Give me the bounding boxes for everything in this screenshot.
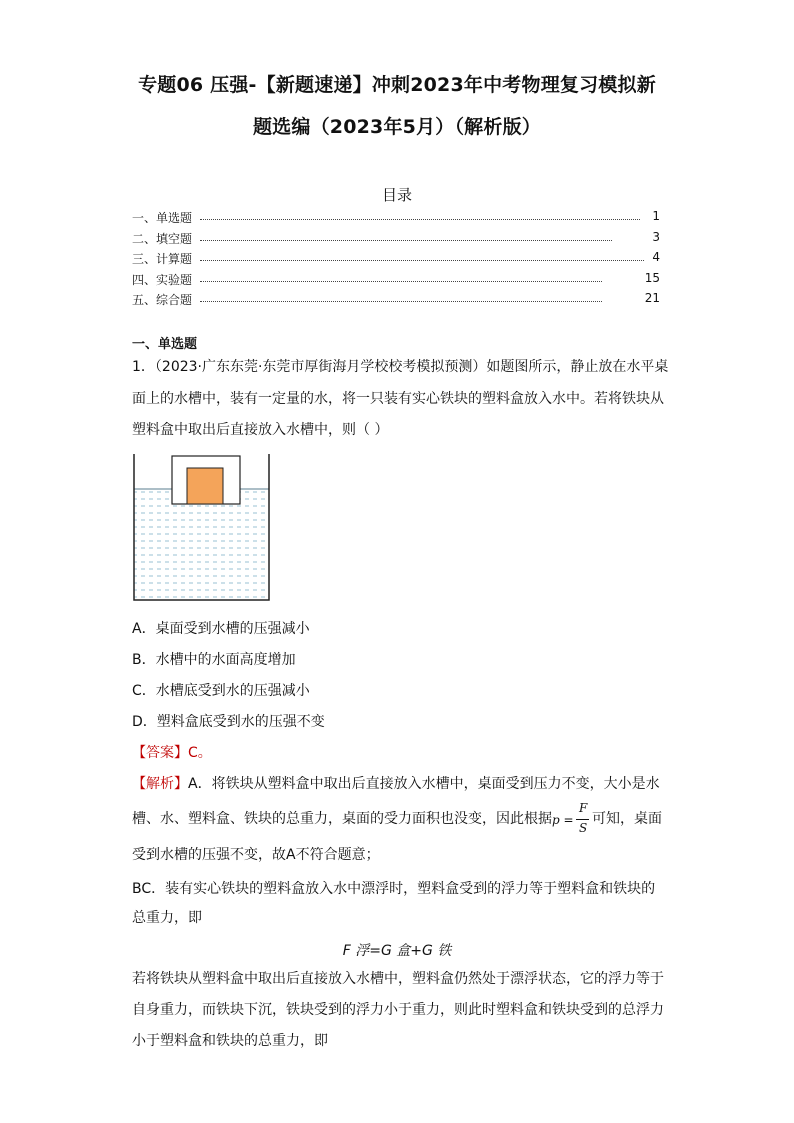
toc-leader — [200, 219, 640, 220]
iron-block — [187, 468, 223, 504]
option-c: C．水槽底受到水的压强减小 — [132, 683, 310, 699]
analysis-line: 总重力，即 — [132, 910, 202, 926]
toc-heading: 目录 — [381, 186, 412, 204]
document-title-line2: 题选编（2023年5月）（解析版） — [252, 116, 541, 138]
formula-numerator: F — [579, 801, 588, 815]
analysis-text: 可知，桌面 — [592, 811, 662, 827]
document-title-line1: 专题06 压强-【新题速递】冲刺2023年中考物理复习模拟新 — [138, 74, 656, 96]
analysis-text: 槽、水、塑料盒、铁块的总重力，桌面的受力面积也没变，因此根据 — [132, 811, 552, 827]
toc-leader — [200, 260, 644, 261]
toc-item-label: 二、填空题 — [132, 232, 193, 246]
toc-item-page: 3 — [652, 230, 660, 244]
option-d: D．塑料盒底受到水的压强不变 — [132, 714, 325, 730]
formula-p: p = — [552, 813, 574, 827]
toc-leader — [200, 240, 612, 241]
water-tank-diagram — [132, 454, 272, 604]
option-a: A．桌面受到水槽的压强减小 — [132, 621, 310, 637]
equation: F 浮=G 盒+G 铁 — [342, 943, 452, 959]
question-text: 面上的水槽中，装有一定量的水，将一只装有实心铁块的塑料盒放入水中。若将铁块从 — [132, 391, 664, 407]
toc-item-label: 一、单选题 — [132, 211, 193, 225]
toc-item[interactable] — [132, 291, 660, 307]
analysis-line: 若将铁块从塑料盒中取出后直接放入水槽中，塑料盒仍然处于漂浮状态，它的浮力等于 — [132, 971, 664, 987]
toc-item-label: 五、综合题 — [132, 293, 193, 307]
section-heading: 一、单选题 — [132, 337, 198, 352]
toc-item[interactable] — [132, 271, 660, 287]
analysis-line: 小于塑料盒和铁块的总重力，即 — [132, 1033, 328, 1049]
toc-item-page: 15 — [644, 271, 660, 285]
toc-item-label: 三、计算题 — [132, 252, 193, 266]
question-text: 塑料盒中取出后直接放入水槽中，则（ ） — [132, 422, 389, 438]
analysis-line: 受到水槽的压强不变，故A不符合题意； — [132, 847, 380, 863]
analysis-line — [132, 774, 660, 794]
analysis-line: 自身重力，而铁块下沉，铁块受到的浮力小于重力，则此时塑料盒和铁块受到的总浮力 — [132, 1002, 664, 1018]
toc-item[interactable] — [132, 230, 660, 246]
toc-item-page: 21 — [644, 291, 660, 305]
question-text: 1．（2023·广东东莞·东莞市厚街海月学校校考模拟预测）如题图所示，静止放在水平桌 — [132, 359, 669, 375]
toc-item-label: 四、实验题 — [132, 273, 193, 287]
formula-denominator: S — [579, 821, 588, 835]
answer: 【答案】C。 — [132, 745, 212, 761]
water-fill — [134, 489, 269, 600]
fraction-bar — [576, 819, 589, 820]
toc-item-page: 4 — [652, 250, 660, 264]
toc-item[interactable] — [132, 209, 660, 225]
toc-leader — [200, 301, 602, 302]
analysis-line: BC．装有实心铁块的塑料盒放入水中漂浮时，塑料盒受到的浮力等于塑料盒和铁块的 — [132, 881, 656, 897]
toc-item[interactable] — [132, 250, 660, 266]
option-b: B．水槽中的水面高度增加 — [132, 652, 296, 668]
analysis-line — [132, 809, 552, 829]
toc-leader — [200, 281, 602, 282]
toc-item-page: 1 — [652, 209, 660, 223]
analysis-tag: 【解析】 — [132, 776, 188, 792]
analysis-text: A．将铁块从塑料盒中取出后直接放入水槽中，桌面受到压力不变，大小是水 — [188, 776, 660, 792]
